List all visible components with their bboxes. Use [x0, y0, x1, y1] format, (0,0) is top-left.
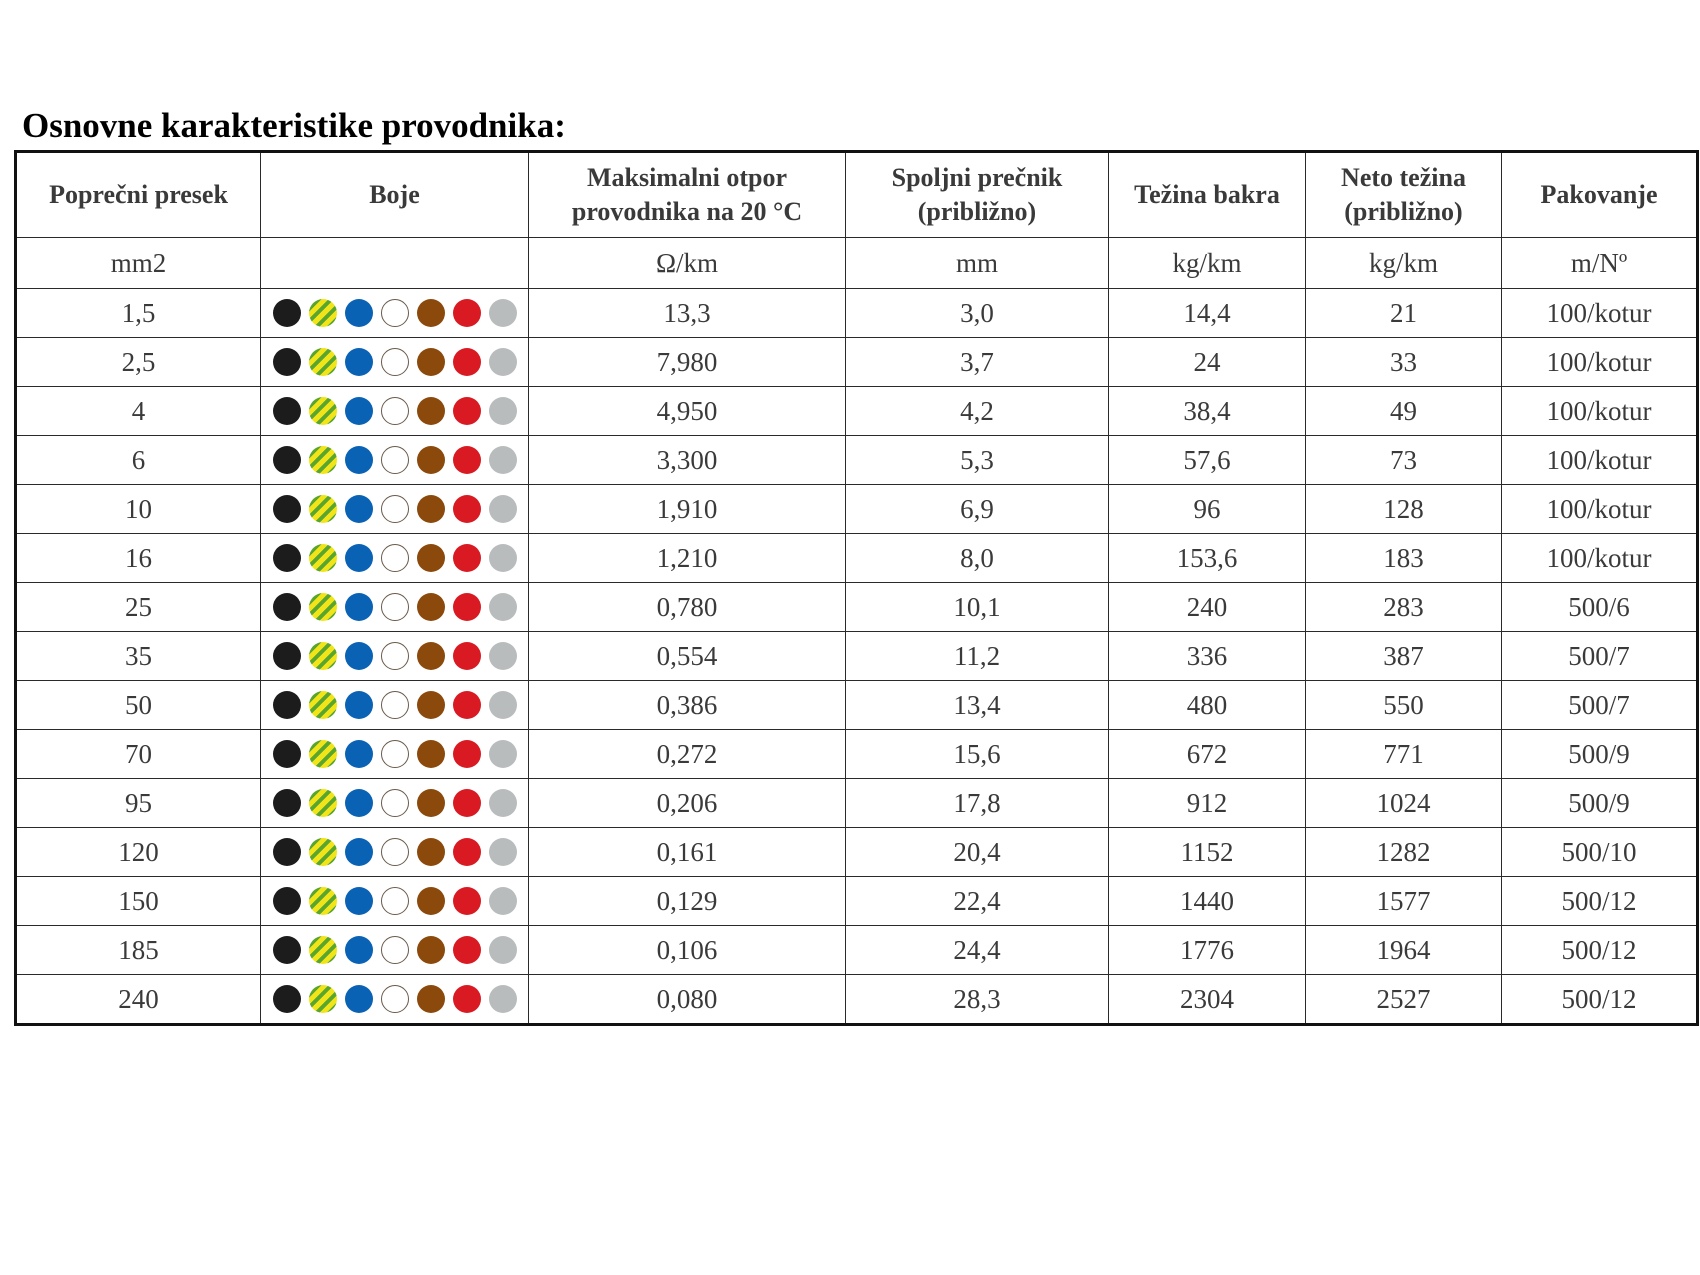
table-row	[16, 926, 1698, 975]
cell-packaging: 100/kotur	[1502, 534, 1698, 583]
cell-resistance: 0,106	[529, 926, 846, 975]
color-dot-red-icon	[453, 446, 481, 474]
color-dot-black-icon	[273, 299, 301, 327]
cell-diameter: 22,4	[846, 877, 1109, 926]
cell-resistance: 0,206	[529, 779, 846, 828]
color-dot-brown-icon	[417, 642, 445, 670]
cell-cross-section: 10	[16, 485, 261, 534]
cell-copper-weight: 153,6	[1109, 534, 1306, 583]
table-row	[16, 632, 1698, 681]
color-dot-black-icon	[273, 593, 301, 621]
cell-diameter: 5,3	[846, 436, 1109, 485]
table-row	[16, 681, 1698, 730]
unit-diameter: mm	[846, 238, 1109, 289]
cell-cross-section: 16	[16, 534, 261, 583]
color-dot-red-icon	[453, 887, 481, 915]
cell-cross-section: 25	[16, 583, 261, 632]
color-dot-red-icon	[453, 838, 481, 866]
color-dot-blue-icon	[345, 789, 373, 817]
color-dot-yellow-green-icon	[309, 740, 337, 768]
color-dot-brown-icon	[417, 789, 445, 817]
cell-copper-weight: 38,4	[1109, 387, 1306, 436]
color-dot-yellow-green-icon	[309, 299, 337, 327]
cell-packaging: 100/kotur	[1502, 387, 1698, 436]
cell-diameter: 15,6	[846, 730, 1109, 779]
cell-resistance: 0,129	[529, 877, 846, 926]
color-dot-yellow-green-icon	[309, 936, 337, 964]
cell-net-weight: 1964	[1306, 926, 1502, 975]
conductor-spec-table	[14, 150, 1699, 1026]
cell-cross-section: 120	[16, 828, 261, 877]
header-copper-weight: Težina bakra	[1109, 152, 1306, 238]
table-row	[16, 877, 1698, 926]
header-row	[16, 152, 1698, 238]
color-dot-white-icon	[381, 985, 409, 1013]
color-dot-red-icon	[453, 348, 481, 376]
color-dot-grey-icon	[489, 348, 517, 376]
color-dot-grey-icon	[489, 789, 517, 817]
color-dot-grey-icon	[489, 544, 517, 572]
cell-colors	[261, 828, 529, 877]
color-dot-red-icon	[453, 740, 481, 768]
cell-cross-section: 150	[16, 877, 261, 926]
cell-copper-weight: 96	[1109, 485, 1306, 534]
cell-copper-weight: 2304	[1109, 975, 1306, 1025]
color-dot-black-icon	[273, 397, 301, 425]
color-dot-brown-icon	[417, 740, 445, 768]
color-dot-blue-icon	[345, 838, 373, 866]
cell-copper-weight: 14,4	[1109, 289, 1306, 338]
table-row	[16, 387, 1698, 436]
unit-copper-weight: kg/km	[1109, 238, 1306, 289]
cell-diameter: 3,7	[846, 338, 1109, 387]
table-row	[16, 975, 1698, 1025]
header-max-resistance: Maksimalni otpor provodnika na 20 °C	[529, 152, 846, 238]
color-dot-red-icon	[453, 691, 481, 719]
cell-copper-weight: 1152	[1109, 828, 1306, 877]
cell-diameter: 24,4	[846, 926, 1109, 975]
color-dot-grey-icon	[489, 740, 517, 768]
color-dot-yellow-green-icon	[309, 838, 337, 866]
cell-cross-section: 2,5	[16, 338, 261, 387]
cell-resistance: 4,950	[529, 387, 846, 436]
color-dot-grey-icon	[489, 985, 517, 1013]
cell-net-weight: 283	[1306, 583, 1502, 632]
color-dot-brown-icon	[417, 985, 445, 1013]
color-dot-white-icon	[381, 299, 409, 327]
table-row	[16, 583, 1698, 632]
color-dot-blue-icon	[345, 348, 373, 376]
header-colors: Boje	[261, 152, 529, 238]
cell-copper-weight: 1440	[1109, 877, 1306, 926]
page-title: Osnovne karakteristike provodnika:	[22, 106, 566, 145]
cell-copper-weight: 240	[1109, 583, 1306, 632]
color-dot-red-icon	[453, 544, 481, 572]
cell-packaging: 500/7	[1502, 681, 1698, 730]
cell-colors	[261, 485, 529, 534]
color-dot-yellow-green-icon	[309, 985, 337, 1013]
color-dot-brown-icon	[417, 397, 445, 425]
cell-copper-weight: 480	[1109, 681, 1306, 730]
color-dot-yellow-green-icon	[309, 446, 337, 474]
color-dot-brown-icon	[417, 593, 445, 621]
cell-packaging: 100/kotur	[1502, 485, 1698, 534]
cell-net-weight: 128	[1306, 485, 1502, 534]
color-dot-grey-icon	[489, 887, 517, 915]
header-cross-section: Poprečni presek	[16, 152, 261, 238]
color-dot-white-icon	[381, 838, 409, 866]
color-dot-blue-icon	[345, 446, 373, 474]
color-dot-yellow-green-icon	[309, 495, 337, 523]
color-dot-brown-icon	[417, 299, 445, 327]
cell-resistance: 3,300	[529, 436, 846, 485]
cell-packaging: 100/kotur	[1502, 289, 1698, 338]
color-dot-blue-icon	[345, 691, 373, 719]
color-dot-grey-icon	[489, 397, 517, 425]
color-dot-red-icon	[453, 985, 481, 1013]
color-dot-yellow-green-icon	[309, 593, 337, 621]
color-dot-red-icon	[453, 593, 481, 621]
color-dot-black-icon	[273, 446, 301, 474]
table-row	[16, 730, 1698, 779]
cell-colors	[261, 681, 529, 730]
color-dot-black-icon	[273, 838, 301, 866]
color-dot-blue-icon	[345, 642, 373, 670]
cell-copper-weight: 24	[1109, 338, 1306, 387]
cell-resistance: 13,3	[529, 289, 846, 338]
unit-colors	[261, 238, 529, 289]
color-dot-grey-icon	[489, 299, 517, 327]
color-dot-yellow-green-icon	[309, 887, 337, 915]
cell-net-weight: 1282	[1306, 828, 1502, 877]
cell-copper-weight: 1776	[1109, 926, 1306, 975]
cell-colors	[261, 877, 529, 926]
color-dot-white-icon	[381, 642, 409, 670]
cell-net-weight: 49	[1306, 387, 1502, 436]
cell-diameter: 3,0	[846, 289, 1109, 338]
color-dot-white-icon	[381, 495, 409, 523]
color-dot-blue-icon	[345, 593, 373, 621]
cell-cross-section: 240	[16, 975, 261, 1025]
cell-resistance: 1,910	[529, 485, 846, 534]
cell-colors	[261, 975, 529, 1025]
color-dot-yellow-green-icon	[309, 642, 337, 670]
table-row	[16, 485, 1698, 534]
color-dot-grey-icon	[489, 642, 517, 670]
color-dot-brown-icon	[417, 691, 445, 719]
color-dot-black-icon	[273, 740, 301, 768]
cell-diameter: 10,1	[846, 583, 1109, 632]
cell-resistance: 0,272	[529, 730, 846, 779]
unit-resistance: Ω/km	[529, 238, 846, 289]
cell-diameter: 6,9	[846, 485, 1109, 534]
color-dot-blue-icon	[345, 495, 373, 523]
table-row	[16, 779, 1698, 828]
color-dot-brown-icon	[417, 348, 445, 376]
color-dot-black-icon	[273, 642, 301, 670]
color-dot-yellow-green-icon	[309, 544, 337, 572]
cell-resistance: 0,161	[529, 828, 846, 877]
cell-colors	[261, 779, 529, 828]
cell-colors	[261, 436, 529, 485]
cell-resistance: 0,080	[529, 975, 846, 1025]
cell-cross-section: 185	[16, 926, 261, 975]
cell-packaging: 500/6	[1502, 583, 1698, 632]
color-dot-black-icon	[273, 936, 301, 964]
cell-colors	[261, 583, 529, 632]
color-dot-grey-icon	[489, 838, 517, 866]
color-dot-blue-icon	[345, 887, 373, 915]
color-dot-grey-icon	[489, 593, 517, 621]
color-dot-grey-icon	[489, 691, 517, 719]
cell-colors	[261, 387, 529, 436]
cell-cross-section: 50	[16, 681, 261, 730]
cell-colors	[261, 926, 529, 975]
cell-cross-section: 35	[16, 632, 261, 681]
color-dot-white-icon	[381, 446, 409, 474]
cell-cross-section: 4	[16, 387, 261, 436]
cell-diameter: 20,4	[846, 828, 1109, 877]
color-dot-brown-icon	[417, 887, 445, 915]
color-dot-yellow-green-icon	[309, 348, 337, 376]
cell-diameter: 17,8	[846, 779, 1109, 828]
color-dot-white-icon	[381, 691, 409, 719]
cell-packaging: 100/kotur	[1502, 338, 1698, 387]
cell-diameter: 8,0	[846, 534, 1109, 583]
table-row	[16, 436, 1698, 485]
color-dot-white-icon	[381, 887, 409, 915]
color-dot-white-icon	[381, 740, 409, 768]
color-dot-red-icon	[453, 789, 481, 817]
cell-net-weight: 2527	[1306, 975, 1502, 1025]
cell-cross-section: 6	[16, 436, 261, 485]
color-dot-blue-icon	[345, 299, 373, 327]
color-dot-black-icon	[273, 887, 301, 915]
table-row	[16, 828, 1698, 877]
color-dot-white-icon	[381, 936, 409, 964]
cell-colors	[261, 730, 529, 779]
color-dot-black-icon	[273, 985, 301, 1013]
cell-packaging: 500/10	[1502, 828, 1698, 877]
color-dot-black-icon	[273, 789, 301, 817]
table-row	[16, 534, 1698, 583]
cell-colors	[261, 632, 529, 681]
cell-resistance: 0,386	[529, 681, 846, 730]
unit-packaging: m/Nº	[1502, 238, 1698, 289]
cell-net-weight: 550	[1306, 681, 1502, 730]
header-outer-diameter: Spoljni prečnik (približno)	[846, 152, 1109, 238]
color-dot-black-icon	[273, 691, 301, 719]
cell-packaging: 500/9	[1502, 730, 1698, 779]
cell-copper-weight: 672	[1109, 730, 1306, 779]
cell-resistance: 1,210	[529, 534, 846, 583]
color-dot-red-icon	[453, 936, 481, 964]
cell-net-weight: 21	[1306, 289, 1502, 338]
cell-net-weight: 73	[1306, 436, 1502, 485]
cell-packaging: 500/12	[1502, 975, 1698, 1025]
cell-colors	[261, 289, 529, 338]
table-row	[16, 289, 1698, 338]
header-net-weight: Neto težina (približno)	[1306, 152, 1502, 238]
cell-resistance: 7,980	[529, 338, 846, 387]
color-dot-grey-icon	[489, 446, 517, 474]
color-dot-red-icon	[453, 642, 481, 670]
cell-copper-weight: 57,6	[1109, 436, 1306, 485]
unit-cross-section: mm2	[16, 238, 261, 289]
color-dot-blue-icon	[345, 740, 373, 768]
cell-net-weight: 33	[1306, 338, 1502, 387]
color-dot-yellow-green-icon	[309, 691, 337, 719]
color-dot-brown-icon	[417, 936, 445, 964]
cell-net-weight: 771	[1306, 730, 1502, 779]
cell-net-weight: 1577	[1306, 877, 1502, 926]
cell-packaging: 500/12	[1502, 926, 1698, 975]
color-dot-yellow-green-icon	[309, 789, 337, 817]
color-dot-black-icon	[273, 544, 301, 572]
cell-copper-weight: 912	[1109, 779, 1306, 828]
color-dot-grey-icon	[489, 936, 517, 964]
color-dot-white-icon	[381, 397, 409, 425]
color-dot-brown-icon	[417, 838, 445, 866]
color-dot-brown-icon	[417, 495, 445, 523]
cell-copper-weight: 336	[1109, 632, 1306, 681]
cell-diameter: 4,2	[846, 387, 1109, 436]
cell-net-weight: 387	[1306, 632, 1502, 681]
color-dot-black-icon	[273, 495, 301, 523]
color-dot-yellow-green-icon	[309, 397, 337, 425]
cell-net-weight: 1024	[1306, 779, 1502, 828]
header-packaging: Pakovanje	[1502, 152, 1698, 238]
color-dot-red-icon	[453, 495, 481, 523]
color-dot-red-icon	[453, 397, 481, 425]
cell-net-weight: 183	[1306, 534, 1502, 583]
color-dot-white-icon	[381, 544, 409, 572]
color-dot-white-icon	[381, 789, 409, 817]
cell-cross-section: 1,5	[16, 289, 261, 338]
color-dot-blue-icon	[345, 985, 373, 1013]
cell-packaging: 500/9	[1502, 779, 1698, 828]
color-dot-white-icon	[381, 593, 409, 621]
cell-cross-section: 95	[16, 779, 261, 828]
color-dot-grey-icon	[489, 495, 517, 523]
cell-colors	[261, 338, 529, 387]
cell-cross-section: 70	[16, 730, 261, 779]
table-row	[16, 338, 1698, 387]
cell-packaging: 100/kotur	[1502, 436, 1698, 485]
cell-diameter: 13,4	[846, 681, 1109, 730]
units-row	[16, 238, 1698, 289]
color-dot-blue-icon	[345, 397, 373, 425]
color-dot-black-icon	[273, 348, 301, 376]
color-dot-brown-icon	[417, 446, 445, 474]
cell-diameter: 11,2	[846, 632, 1109, 681]
cell-diameter: 28,3	[846, 975, 1109, 1025]
color-dot-red-icon	[453, 299, 481, 327]
cell-colors	[261, 534, 529, 583]
cell-packaging: 500/7	[1502, 632, 1698, 681]
color-dot-white-icon	[381, 348, 409, 376]
cell-packaging: 500/12	[1502, 877, 1698, 926]
cell-resistance: 0,780	[529, 583, 846, 632]
color-dot-brown-icon	[417, 544, 445, 572]
unit-net-weight: kg/km	[1306, 238, 1502, 289]
cell-resistance: 0,554	[529, 632, 846, 681]
color-dot-blue-icon	[345, 544, 373, 572]
color-dot-blue-icon	[345, 936, 373, 964]
